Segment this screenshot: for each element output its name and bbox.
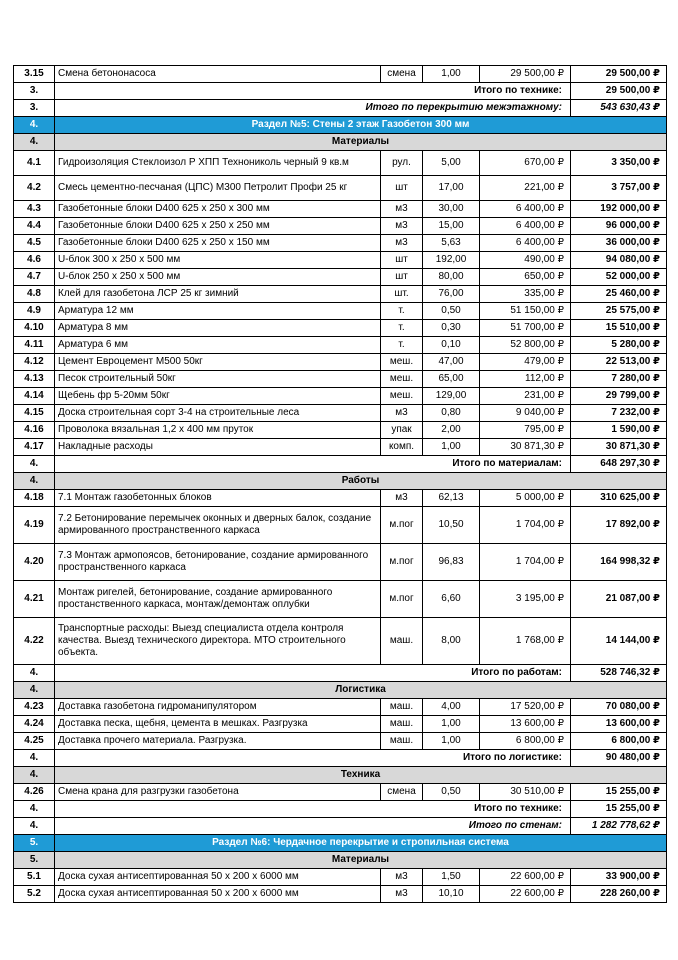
row-number: 4.9 (14, 303, 55, 320)
item-name: 7.3 Монтаж армопоясов, бетонирование, создание армированного пространственного каркаса (55, 544, 381, 581)
table-row (14, 354, 667, 371)
row-number: 4.3 (14, 201, 55, 218)
item-unit: м.пог (381, 507, 423, 544)
item-price: 335,00 ₽ (480, 286, 571, 303)
item-quantity: 62,13 (423, 490, 480, 507)
table-row (14, 439, 667, 456)
row-number: 5.1 (14, 869, 55, 886)
row-number: 4. (14, 801, 55, 818)
item-name: Арматура 6 мм (55, 337, 381, 354)
item-quantity: 1,00 (423, 716, 480, 733)
row-number: 5. (14, 835, 55, 852)
group-title: Работы (55, 473, 667, 490)
item-quantity: 10,10 (423, 886, 480, 903)
item-quantity: 0,30 (423, 320, 480, 337)
item-total: 5 280,00 ₽ (571, 337, 667, 354)
item-price: 670,00 ₽ (480, 151, 571, 176)
item-quantity: 5,00 (423, 151, 480, 176)
item-price: 13 600,00 ₽ (480, 716, 571, 733)
item-unit: шт (381, 176, 423, 201)
item-unit: маш. (381, 699, 423, 716)
item-quantity: 4,00 (423, 699, 480, 716)
item-total: 33 900,00 ₽ (571, 869, 667, 886)
row-number: 4.22 (14, 618, 55, 665)
table-row (14, 716, 667, 733)
row-number: 4.4 (14, 218, 55, 235)
row-number: 5.2 (14, 886, 55, 903)
item-unit: м3 (381, 886, 423, 903)
summary-label: Итого по технике: (55, 801, 571, 818)
item-name: Гидроизоляция Стеклоизол Р ХПП Технониколь черный 9 кв.м (55, 151, 381, 176)
item-name: Проволока вязальная 1,2 х 400 мм пруток (55, 422, 381, 439)
item-price: 1 768,00 ₽ (480, 618, 571, 665)
item-unit: смена (381, 66, 423, 83)
item-total: 14 144,00 ₽ (571, 618, 667, 665)
row-number: 4.10 (14, 320, 55, 337)
item-total: 22 513,00 ₽ (571, 354, 667, 371)
summary-row (14, 750, 667, 767)
row-number: 4.24 (14, 716, 55, 733)
item-price: 1 704,00 ₽ (480, 507, 571, 544)
row-number: 4.5 (14, 235, 55, 252)
item-total: 21 087,00 ₽ (571, 581, 667, 618)
item-name: Доставка газобетона гидроманипулятором (55, 699, 381, 716)
summary-total: 29 500,00 ₽ (571, 83, 667, 100)
item-total: 52 000,00 ₽ (571, 269, 667, 286)
item-total: 70 080,00 ₽ (571, 699, 667, 716)
item-quantity: 17,00 (423, 176, 480, 201)
table-row (14, 303, 667, 320)
table-row (14, 405, 667, 422)
item-quantity: 76,00 (423, 286, 480, 303)
item-unit: м3 (381, 869, 423, 886)
item-price: 221,00 ₽ (480, 176, 571, 201)
summary-row (14, 456, 667, 473)
row-number: 4.1 (14, 151, 55, 176)
table-row (14, 176, 667, 201)
item-name: Клей для газобетона ЛСР 25 кг зимний (55, 286, 381, 303)
item-unit: упак (381, 422, 423, 439)
item-total: 36 000,00 ₽ (571, 235, 667, 252)
item-quantity: 1,00 (423, 733, 480, 750)
item-quantity: 5,63 (423, 235, 480, 252)
item-price: 6 400,00 ₽ (480, 218, 571, 235)
row-number: 4.18 (14, 490, 55, 507)
item-quantity: 0,10 (423, 337, 480, 354)
item-total: 13 600,00 ₽ (571, 716, 667, 733)
row-number: 4. (14, 134, 55, 151)
item-unit: рул. (381, 151, 423, 176)
summary-total: 90 480,00 ₽ (571, 750, 667, 767)
item-quantity: 15,00 (423, 218, 480, 235)
item-total: 1 590,00 ₽ (571, 422, 667, 439)
item-name: Доска сухая антисептированная 50 х 200 х 6000 мм (55, 886, 381, 903)
table-row (14, 869, 667, 886)
row-number: 3.15 (14, 66, 55, 83)
row-number: 4.20 (14, 544, 55, 581)
item-quantity: 192,00 (423, 252, 480, 269)
item-unit: шт (381, 252, 423, 269)
item-total: 25 460,00 ₽ (571, 286, 667, 303)
table-row (14, 151, 667, 176)
item-quantity: 6,60 (423, 581, 480, 618)
table-row (14, 886, 667, 903)
item-total: 192 000,00 ₽ (571, 201, 667, 218)
item-unit: комп. (381, 439, 423, 456)
item-name: U-блок 250 х 250 х 500 мм (55, 269, 381, 286)
row-number: 4. (14, 473, 55, 490)
row-number: 4. (14, 767, 55, 784)
item-price: 22 600,00 ₽ (480, 869, 571, 886)
item-unit: шт. (381, 286, 423, 303)
item-quantity: 0,80 (423, 405, 480, 422)
table-row (14, 733, 667, 750)
item-name: 7.2 Бетонирование перемычек оконных и дверных балок, создание армированного пространственного каркаса (55, 507, 381, 544)
item-quantity: 0,50 (423, 303, 480, 320)
item-price: 6 400,00 ₽ (480, 235, 571, 252)
item-total: 15 510,00 ₽ (571, 320, 667, 337)
item-total: 15 255,00 ₽ (571, 784, 667, 801)
table-row (14, 388, 667, 405)
item-name: Смесь цементно-песчаная (ЦПС) М300 Петролит Профи 25 кг (55, 176, 381, 201)
item-price: 51 150,00 ₽ (480, 303, 571, 320)
item-unit: меш. (381, 354, 423, 371)
item-total: 25 575,00 ₽ (571, 303, 667, 320)
table-row (14, 371, 667, 388)
item-unit: м.пог (381, 544, 423, 581)
item-price: 30 510,00 ₽ (480, 784, 571, 801)
item-unit: маш. (381, 618, 423, 665)
row-number: 3. (14, 100, 55, 117)
item-unit: т. (381, 337, 423, 354)
row-number: 4.12 (14, 354, 55, 371)
item-total: 7 280,00 ₽ (571, 371, 667, 388)
table-row (14, 269, 667, 286)
item-price: 490,00 ₽ (480, 252, 571, 269)
item-unit: т. (381, 320, 423, 337)
table-row (14, 320, 667, 337)
row-number: 4. (14, 750, 55, 767)
item-name: Доска сухая антисептированная 50 х 200 х 6000 мм (55, 869, 381, 886)
item-unit: т. (381, 303, 423, 320)
item-name: Щебень фр 5-20мм 50кг (55, 388, 381, 405)
summary-row (14, 100, 667, 117)
table-row (14, 490, 667, 507)
table-row (14, 507, 667, 544)
item-name: Транспортные расходы: Выезд специалиста отдела контроля качества. Выезд технического директора. МТО строительного объекта. (55, 618, 381, 665)
item-unit: меш. (381, 371, 423, 388)
item-price: 795,00 ₽ (480, 422, 571, 439)
item-total: 96 000,00 ₽ (571, 218, 667, 235)
item-price: 231,00 ₽ (480, 388, 571, 405)
estimate-table-body (14, 66, 667, 903)
item-quantity: 1,50 (423, 869, 480, 886)
item-name: U-блок 300 х 250 х 500 мм (55, 252, 381, 269)
table-row (14, 544, 667, 581)
table-row (14, 618, 667, 665)
group-header-row (14, 682, 667, 699)
item-name: Смена крана для разгрузки газобетона (55, 784, 381, 801)
item-price: 112,00 ₽ (480, 371, 571, 388)
row-number: 4.17 (14, 439, 55, 456)
table-row (14, 201, 667, 218)
item-name: 7.1 Монтаж газобетонных блоков (55, 490, 381, 507)
summary-total: 15 255,00 ₽ (571, 801, 667, 818)
row-number: 4.14 (14, 388, 55, 405)
summary-label: Итого по технике: (55, 83, 571, 100)
item-name: Смена бетононасоса (55, 66, 381, 83)
item-quantity: 80,00 (423, 269, 480, 286)
summary-row (14, 83, 667, 100)
item-unit: м3 (381, 235, 423, 252)
group-header-row (14, 767, 667, 784)
item-total: 228 260,00 ₽ (571, 886, 667, 903)
table-row (14, 699, 667, 716)
table-row (14, 286, 667, 303)
section-title: Раздел №6: Чердачное перекрытие и стропильная система (55, 835, 667, 852)
item-total: 29 500,00 ₽ (571, 66, 667, 83)
item-price: 6 800,00 ₽ (480, 733, 571, 750)
summary-label: Итого по работам: (55, 665, 571, 682)
row-number: 4.16 (14, 422, 55, 439)
item-price: 6 400,00 ₽ (480, 201, 571, 218)
item-quantity: 1,00 (423, 66, 480, 83)
item-name: Песок строительный 50кг (55, 371, 381, 388)
item-unit: шт (381, 269, 423, 286)
item-quantity: 96,83 (423, 544, 480, 581)
row-number: 4. (14, 117, 55, 134)
row-number: 4.2 (14, 176, 55, 201)
item-quantity: 129,00 (423, 388, 480, 405)
summary-label: Итого по стенам: (55, 818, 571, 835)
row-number: 4.26 (14, 784, 55, 801)
row-number: 4.13 (14, 371, 55, 388)
group-header-row (14, 473, 667, 490)
row-number: 4.19 (14, 507, 55, 544)
item-name: Газобетонные блоки D400 625 х 250 х 300 мм (55, 201, 381, 218)
item-unit: м3 (381, 490, 423, 507)
item-name: Газобетонные блоки D400 625 х 250 х 150 мм (55, 235, 381, 252)
section-title: Раздел №5: Стены 2 этаж Газобетон 300 мм (55, 117, 667, 134)
row-number: 5. (14, 852, 55, 869)
item-price: 29 500,00 ₽ (480, 66, 571, 83)
row-number: 4.21 (14, 581, 55, 618)
item-total: 29 799,00 ₽ (571, 388, 667, 405)
item-price: 30 871,30 ₽ (480, 439, 571, 456)
row-number: 4.25 (14, 733, 55, 750)
row-number: 4.11 (14, 337, 55, 354)
summary-row (14, 665, 667, 682)
item-unit: м.пог (381, 581, 423, 618)
item-quantity: 65,00 (423, 371, 480, 388)
item-total: 6 800,00 ₽ (571, 733, 667, 750)
group-header-row (14, 852, 667, 869)
item-price: 22 600,00 ₽ (480, 886, 571, 903)
summary-total: 648 297,30 ₽ (571, 456, 667, 473)
row-number: 4. (14, 682, 55, 699)
item-name: Цемент Евроцемент М500 50кг (55, 354, 381, 371)
item-unit: м3 (381, 218, 423, 235)
row-number: 4. (14, 456, 55, 473)
item-price: 51 700,00 ₽ (480, 320, 571, 337)
item-quantity: 47,00 (423, 354, 480, 371)
item-quantity: 10,50 (423, 507, 480, 544)
table-row (14, 784, 667, 801)
table-row (14, 581, 667, 618)
table-row (14, 422, 667, 439)
summary-row (14, 801, 667, 818)
item-price: 9 040,00 ₽ (480, 405, 571, 422)
item-unit: меш. (381, 388, 423, 405)
item-quantity: 0,50 (423, 784, 480, 801)
section-header-row (14, 117, 667, 134)
item-total: 94 080,00 ₽ (571, 252, 667, 269)
summary-label: Итого по логистике: (55, 750, 571, 767)
summary-row (14, 818, 667, 835)
item-price: 1 704,00 ₽ (480, 544, 571, 581)
item-quantity: 30,00 (423, 201, 480, 218)
table-row (14, 218, 667, 235)
table-row (14, 337, 667, 354)
item-quantity: 8,00 (423, 618, 480, 665)
item-name: Доставка прочего материала. Разгрузка. (55, 733, 381, 750)
row-number: 4.23 (14, 699, 55, 716)
item-unit: смена (381, 784, 423, 801)
item-price: 650,00 ₽ (480, 269, 571, 286)
summary-total: 543 630,43 ₽ (571, 100, 667, 117)
item-price: 5 000,00 ₽ (480, 490, 571, 507)
item-name: Арматура 12 мм (55, 303, 381, 320)
item-quantity: 2,00 (423, 422, 480, 439)
row-number: 4. (14, 818, 55, 835)
item-quantity: 1,00 (423, 439, 480, 456)
estimate-table (13, 65, 667, 903)
table-row (14, 235, 667, 252)
item-total: 164 998,32 ₽ (571, 544, 667, 581)
group-title: Логистика (55, 682, 667, 699)
item-unit: маш. (381, 716, 423, 733)
item-price: 3 195,00 ₽ (480, 581, 571, 618)
group-title: Материалы (55, 852, 667, 869)
item-unit: м3 (381, 405, 423, 422)
item-price: 17 520,00 ₽ (480, 699, 571, 716)
item-price: 479,00 ₽ (480, 354, 571, 371)
row-number: 4.6 (14, 252, 55, 269)
section-header-row (14, 835, 667, 852)
item-total: 3 350,00 ₽ (571, 151, 667, 176)
item-price: 52 800,00 ₽ (480, 337, 571, 354)
group-header-row (14, 134, 667, 151)
row-number: 3. (14, 83, 55, 100)
summary-total: 528 746,32 ₽ (571, 665, 667, 682)
item-name: Накладные расходы (55, 439, 381, 456)
group-title: Техника (55, 767, 667, 784)
item-total: 30 871,30 ₽ (571, 439, 667, 456)
summary-label: Итого по материалам: (55, 456, 571, 473)
item-total: 17 892,00 ₽ (571, 507, 667, 544)
item-total: 7 232,00 ₽ (571, 405, 667, 422)
item-name: Арматура 8 мм (55, 320, 381, 337)
item-name: Доска строительная сорт 3-4 на строительные леса (55, 405, 381, 422)
item-total: 3 757,00 ₽ (571, 176, 667, 201)
summary-label: Итого по перекрытию межэтажному: (55, 100, 571, 117)
row-number: 4.15 (14, 405, 55, 422)
row-number: 4. (14, 665, 55, 682)
table-row (14, 252, 667, 269)
table-row (14, 66, 667, 83)
item-name: Газобетонные блоки D400 625 х 250 х 250 мм (55, 218, 381, 235)
row-number: 4.7 (14, 269, 55, 286)
item-unit: маш. (381, 733, 423, 750)
item-unit: м3 (381, 201, 423, 218)
item-total: 310 625,00 ₽ (571, 490, 667, 507)
item-name: Монтаж ригелей, бетонирование, создание армированного простанственного каркаса, монтаж/демонтаж оплубки (55, 581, 381, 618)
row-number: 4.8 (14, 286, 55, 303)
summary-total: 1 282 778,62 ₽ (571, 818, 667, 835)
item-name: Доставка песка, щебня, цемента в мешках. Разгрузка (55, 716, 381, 733)
group-title: Материалы (55, 134, 667, 151)
